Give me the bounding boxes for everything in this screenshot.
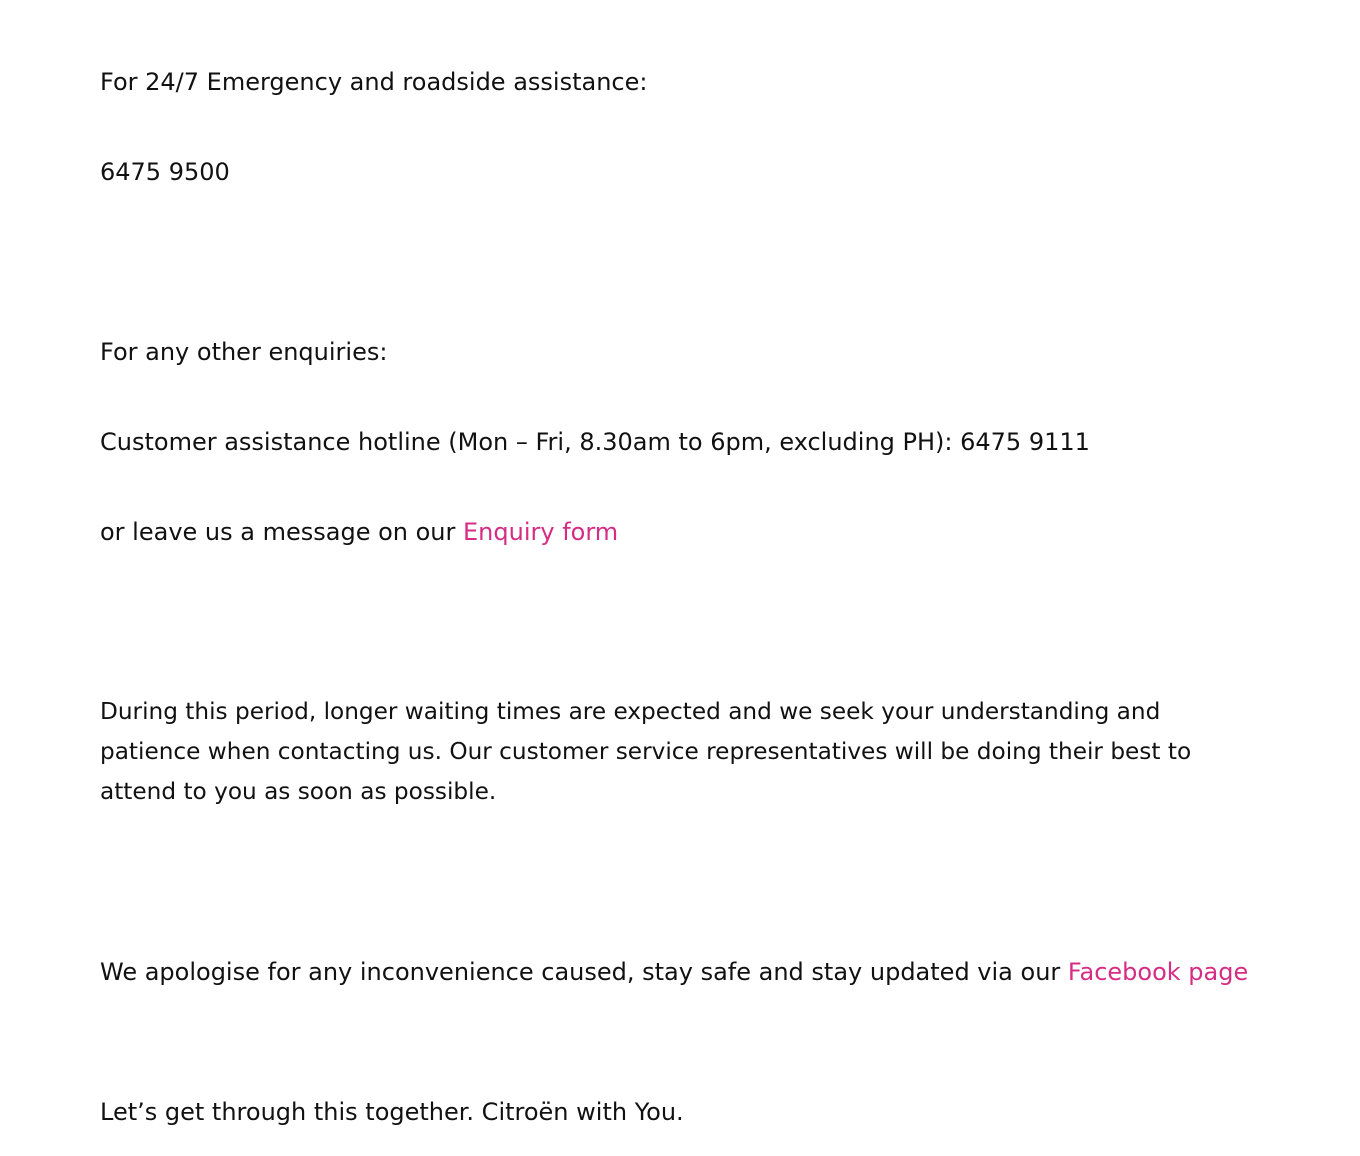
waiting-times-paragraph: During this period, longer waiting times are expected and we seek your understanding and patience when contacting us. Our customer service representatives will be doing their best to attend to you as soon as possible.	[100, 698, 1192, 805]
facebook-page-link[interactable]: Facebook page	[1067, 958, 1249, 986]
apology-line	[100, 952, 1248, 992]
emergency-phone: 6475 9500	[100, 158, 230, 186]
other-enquiries-heading: For any other enquiries:	[100, 338, 388, 366]
apology-prefix: We apologise for any inconvenience caused, stay safe and stay updated via our	[100, 958, 1068, 986]
enquiry-form-link[interactable]: Enquiry form	[463, 518, 619, 546]
emergency-heading: For 24/7 Emergency and roadside assistance:	[100, 68, 648, 96]
hotline-text: Customer assistance hotline (Mon – Fri, 8.30am to 6pm, excluding PH): 6475 9111	[100, 428, 1090, 456]
closing-line: Let’s get through this together. Citroën with You.	[100, 1098, 684, 1126]
message-line	[100, 512, 618, 552]
message-prefix: or leave us a message on our	[100, 518, 463, 546]
